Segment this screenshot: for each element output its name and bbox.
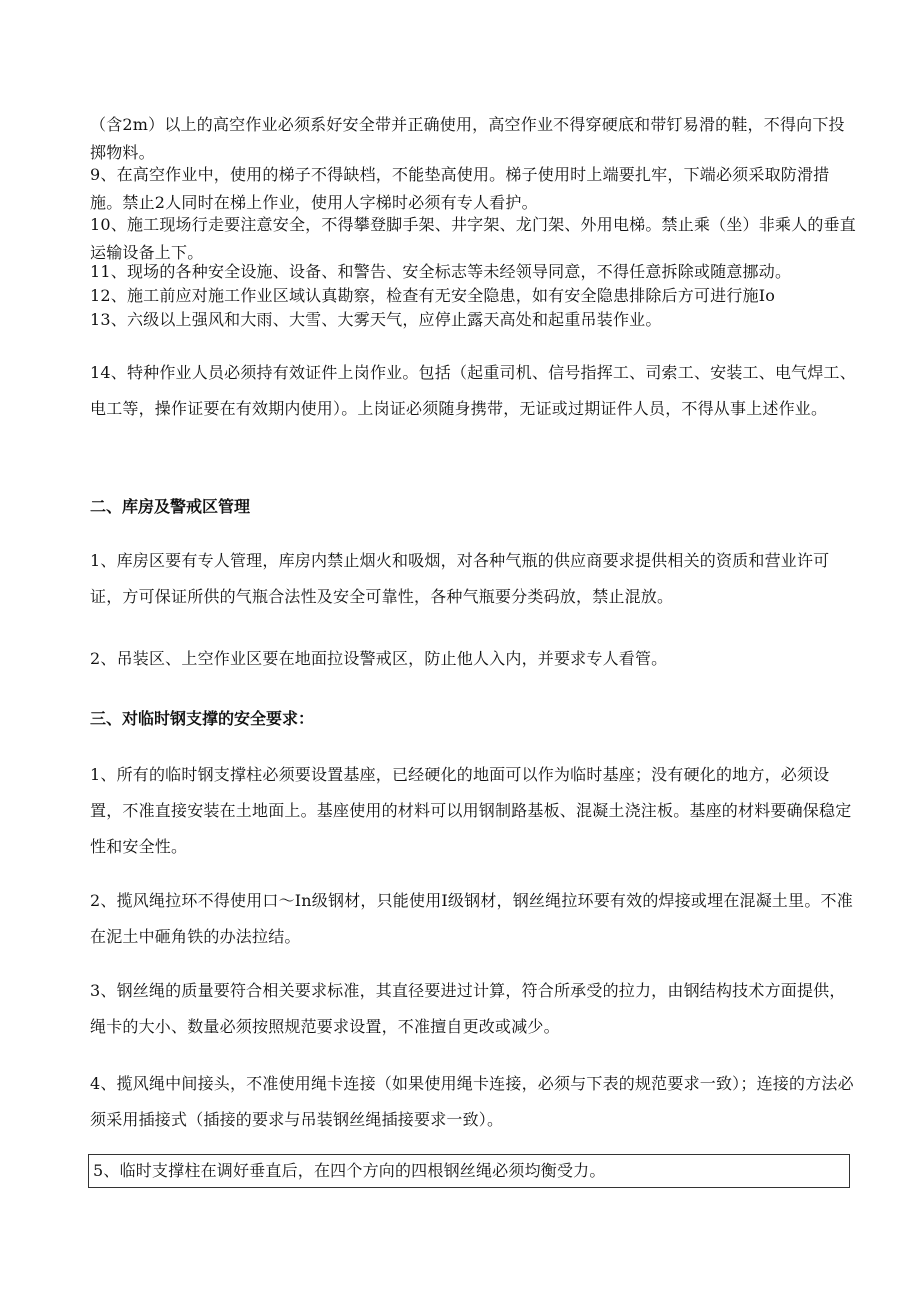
paragraph-item-13: 13、六级以上强风和大雨、大雪、大雾天气，应停止露天高处和起重吊装作业。 [90,310,662,329]
paragraph-warehouse-1: 1、库房区要有专人管理，库房内禁止烟火和吸烟，对各种气瓶的供应商要求提供相关的资质和营业许可证，方可保证所供的气瓶合法性及安全可靠性，各种气瓶要分类码放，禁止混放。 [90,551,830,606]
paragraph-support-3: 3、钢丝绳的质量要符合相关要求标准，其直径要进过计算，符合所承受的拉力，由钢结构技术方面提供，绳卡的大小、数量必须按照规范要求设置，不准擅自更改或减少。 [90,981,846,1036]
table-cell-box [88,1154,850,1188]
paragraph-support-1: 1、所有的临时钢支撑柱必须要设置基座，已经硬化的地面可以作为临时基座；没有硬化的地方，必须设置，不准直接安装在土地面上。基座使用的材料可以用钢制路基板、混凝土浇注板。基座的材料要确保稳定性和安全性。 [90,765,852,856]
paragraph-warehouse-2: 2、吊装区、上空作业区要在地面拉设警戒区，防止他人入内，并要求专人看管。 [90,649,668,668]
section-heading-steel-support: 三、对临时钢支撑的安全要求： [90,709,315,728]
paragraph-item-9: 9、在高空作业中，使用的梯子不得缺档，不能垫高使用。梯子使用时上端要扎牢，下端必须采取防滑措施。禁止2人同时在梯上作业，使用人字梯时必须有专人看护。 [90,165,830,212]
paragraph-item-11: 11、现场的各种安全设施、设备、和警告、安全标志等未经领导同意，不得任意拆除或随意挪动。 [90,262,792,281]
section-heading-warehouse: 二、库房及警戒区管理 [90,497,251,516]
paragraph-item-14: 14、特种作业人员必须持有效证件上岗作业。包括（起重司机、信号指挥工、司索工、安装工、电气焊工、电工等，操作证要在有效期内使用）。上岗证必须随身携带，无证或过期证件人员，不得从事上述作业。 [90,363,856,418]
paragraph-support-4: 4、揽风绳中间接头，不准使用绳卡连接（如果使用绳卡连接，必须与下表的规范要求一致）；连接的方法必须采用插接式（插接的要求与吊装钢丝绳插接要求一致）。 [90,1074,854,1129]
paragraph-item-8-cont: （含2m）以上的高空作业必须系好安全带并正确使用，高空作业不得穿硬底和带钉易滑的鞋，不得向下投掷物料。 [90,115,845,162]
paragraph-support-2: 2、揽风绳拉环不得使用口～In级钢材，只能使用I级钢材，钢丝绳拉环要有效的焊接或埋在混凝土里。不准在泥土中砸角铁的办法拉结。 [90,891,853,946]
paragraph-support-5: 5、临时支撑柱在调好垂直后，在四个方向的四根钢丝绳必须均衡受力。 [93,1161,606,1180]
paragraph-item-10: 10、施工现场行走要注意安全，不得攀登脚手架、井字架、龙门架、外用电梯。禁止乘（坐）非乘人的垂直运输设备上下。 [90,215,856,262]
paragraph-item-12: 12、施工前应对施工作业区域认真勘察，检查有无安全隐患，如有安全隐患排除后方可进行施Io [90,286,776,305]
